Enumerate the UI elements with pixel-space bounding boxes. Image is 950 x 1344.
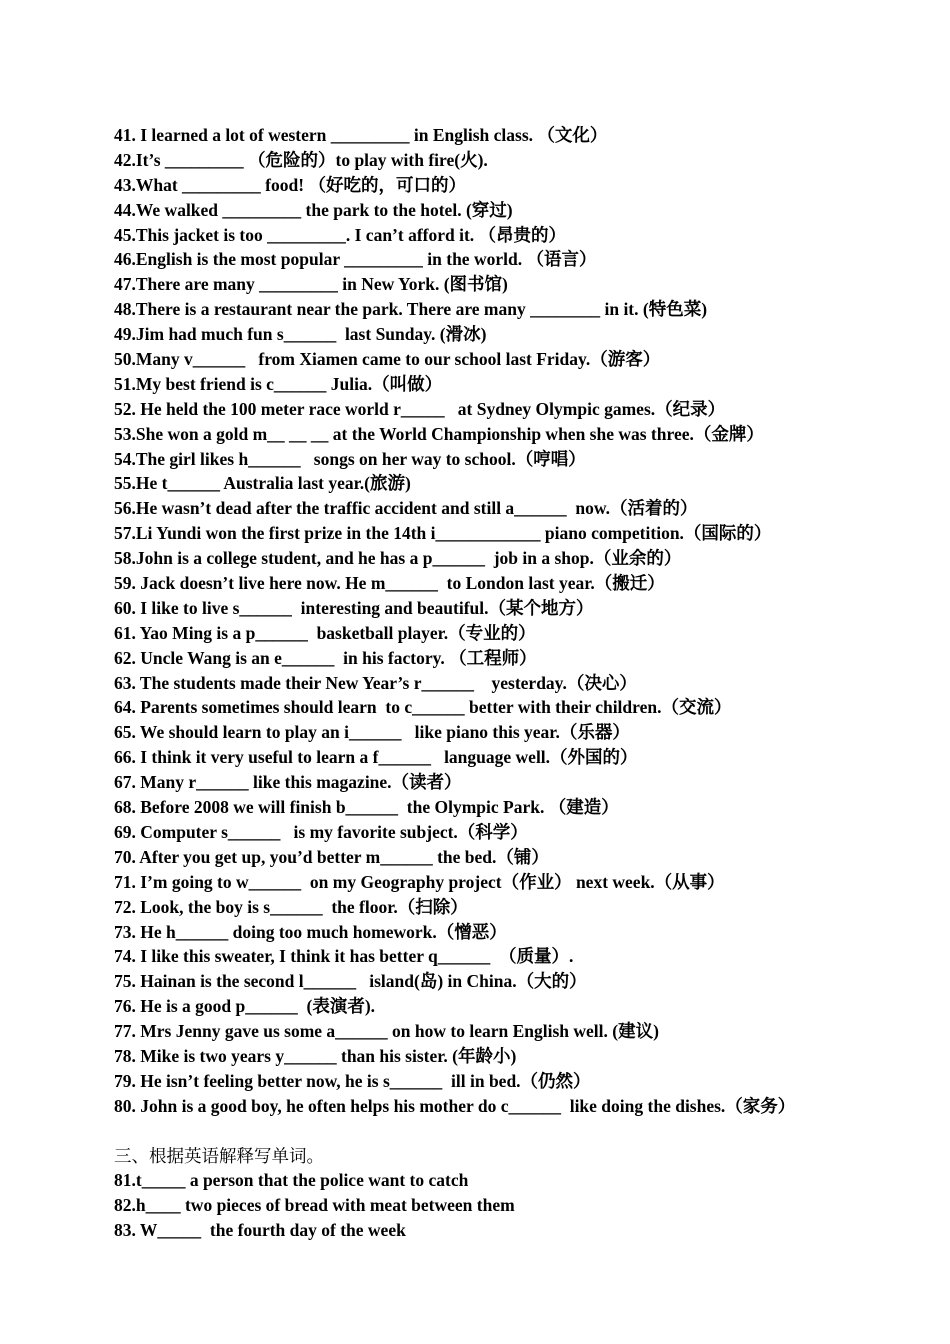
question-item: 52. He held the 100 meter race world r_____ at Sydney Olympic games.（纪录） xyxy=(114,398,726,419)
question-item: 53.She won a gold m__ __ __ at the World Championship when she was three.（金牌） xyxy=(114,423,764,444)
question-item: 57.Li Yundi won the first prize in the 14th i____________ piano competition.（国际的） xyxy=(114,523,772,544)
question-item: 43.What _________ food! （好吃的，可口的） xyxy=(114,174,466,195)
question-item: 61. Yao Ming is a p______ basketball player.（专业的） xyxy=(114,622,536,643)
question-item: 55.He t______ Australia last year.(旅游) xyxy=(114,473,411,494)
question-item: 46.English is the most popular _________ in the world. （语言） xyxy=(114,249,597,270)
definition-section xyxy=(114,1168,914,1243)
question-item: 74. I like this sweater, I think it has better q______ （质量）. xyxy=(114,946,574,967)
question-item: 48.There is a restaurant near the park. There are many ________ in it. (特色菜) xyxy=(114,299,708,320)
question-item: 75. Hainan is the second l______ island(岛) in China.（大的） xyxy=(114,971,587,992)
question-item: 65. We should learn to play an i______ like piano this year.（乐器） xyxy=(114,722,630,743)
question-item: 51.My best friend is c______ Julia.（叫做） xyxy=(114,373,443,394)
question-item: 45.This jacket is too _________. I can’t afford it. （昂贵的） xyxy=(114,224,567,245)
question-item: 76. He is a good p______ (表演者). xyxy=(114,996,376,1017)
question-item: 54.The girl likes h______ songs on her way to school.（哼唱） xyxy=(114,448,586,469)
definition-item: 81.t_____ a person that the police want to catch xyxy=(114,1170,469,1191)
question-item: 47.There are many _________ in New York. (图书馆) xyxy=(114,274,508,295)
question-item: 70. After you get up, you’d better m______ the bed.（铺） xyxy=(114,846,549,867)
question-item: 63. The students made their New Year’s r______ yesterday.（决心） xyxy=(114,672,637,693)
section-spacer xyxy=(114,1119,914,1144)
question-item: 41. I learned a lot of western _________ in English class. （文化） xyxy=(114,125,608,145)
question-item: 67. Many r______ like this magazine.（读者） xyxy=(114,772,462,793)
question-item: 42.It’s _________ （危险的）to play with fire(火). xyxy=(114,149,488,170)
question-item: 77. Mrs Jenny gave us some a______ on how to learn English well. (建议) xyxy=(114,1021,659,1042)
question-item: 44.We walked _________ the park to the hotel. (穿过) xyxy=(114,199,513,220)
question-item: 68. Before 2008 we will finish b______ the Olympic Park. （建造） xyxy=(114,797,619,818)
question-item: 79. He isn’t feeling better now, he is s______ ill in bed.（仍然） xyxy=(114,1070,591,1091)
definition-item: 82.h____ two pieces of bread with meat between them xyxy=(114,1195,515,1216)
question-item: 58.John is a college student, and he has a p______ job in a shop.（业余的） xyxy=(114,548,682,569)
question-item: 62. Uncle Wang is an e______ in his factory. （工程师） xyxy=(114,647,537,668)
question-item: 56.He wasn’t dead after the traffic accident and still a______ now.（活着的） xyxy=(114,498,698,519)
question-item: 49.Jim had much fun s______ last Sunday. (滑冰) xyxy=(114,324,487,345)
worksheet-page xyxy=(114,123,914,1243)
question-item: 66. I think it very useful to learn a f______ language well.（外国的） xyxy=(114,747,638,768)
question-item: 69. Computer s______ is my favorite subject.（科学） xyxy=(114,821,528,842)
question-item: 72. Look, the boy is s______ the floor.（扫除） xyxy=(114,896,468,917)
question-item: 73. He h______ doing too much homework.（憎恶） xyxy=(114,921,507,942)
question-item: 71. I’m going to w______ on my Geography project（作业） next week.（从事） xyxy=(114,871,725,892)
question-item: 78. Mike is two years y______ than his sister. (年龄小) xyxy=(114,1045,517,1066)
vocabulary-fill-in-section xyxy=(114,123,914,1119)
section-heading: 三、根据英语解释写单词。 xyxy=(114,1145,324,1166)
definition-item: 83. W_____ the fourth day of the week xyxy=(114,1220,406,1241)
question-item: 59. Jack doesn’t live here now. He m______ to London last year.（搬迁） xyxy=(114,573,665,594)
question-item: 60. I like to live s______ interesting and beautiful.（某个地方） xyxy=(114,597,594,618)
question-item: 64. Parents sometimes should learn to c______ better with their children.（交流） xyxy=(114,697,732,718)
question-item: 80. John is a good boy, he often helps his mother do c______ like doing the dishes.（家务） xyxy=(114,1095,796,1116)
question-item: 50.Many v______ from Xiamen came to our school last Friday.（游客） xyxy=(114,349,661,370)
